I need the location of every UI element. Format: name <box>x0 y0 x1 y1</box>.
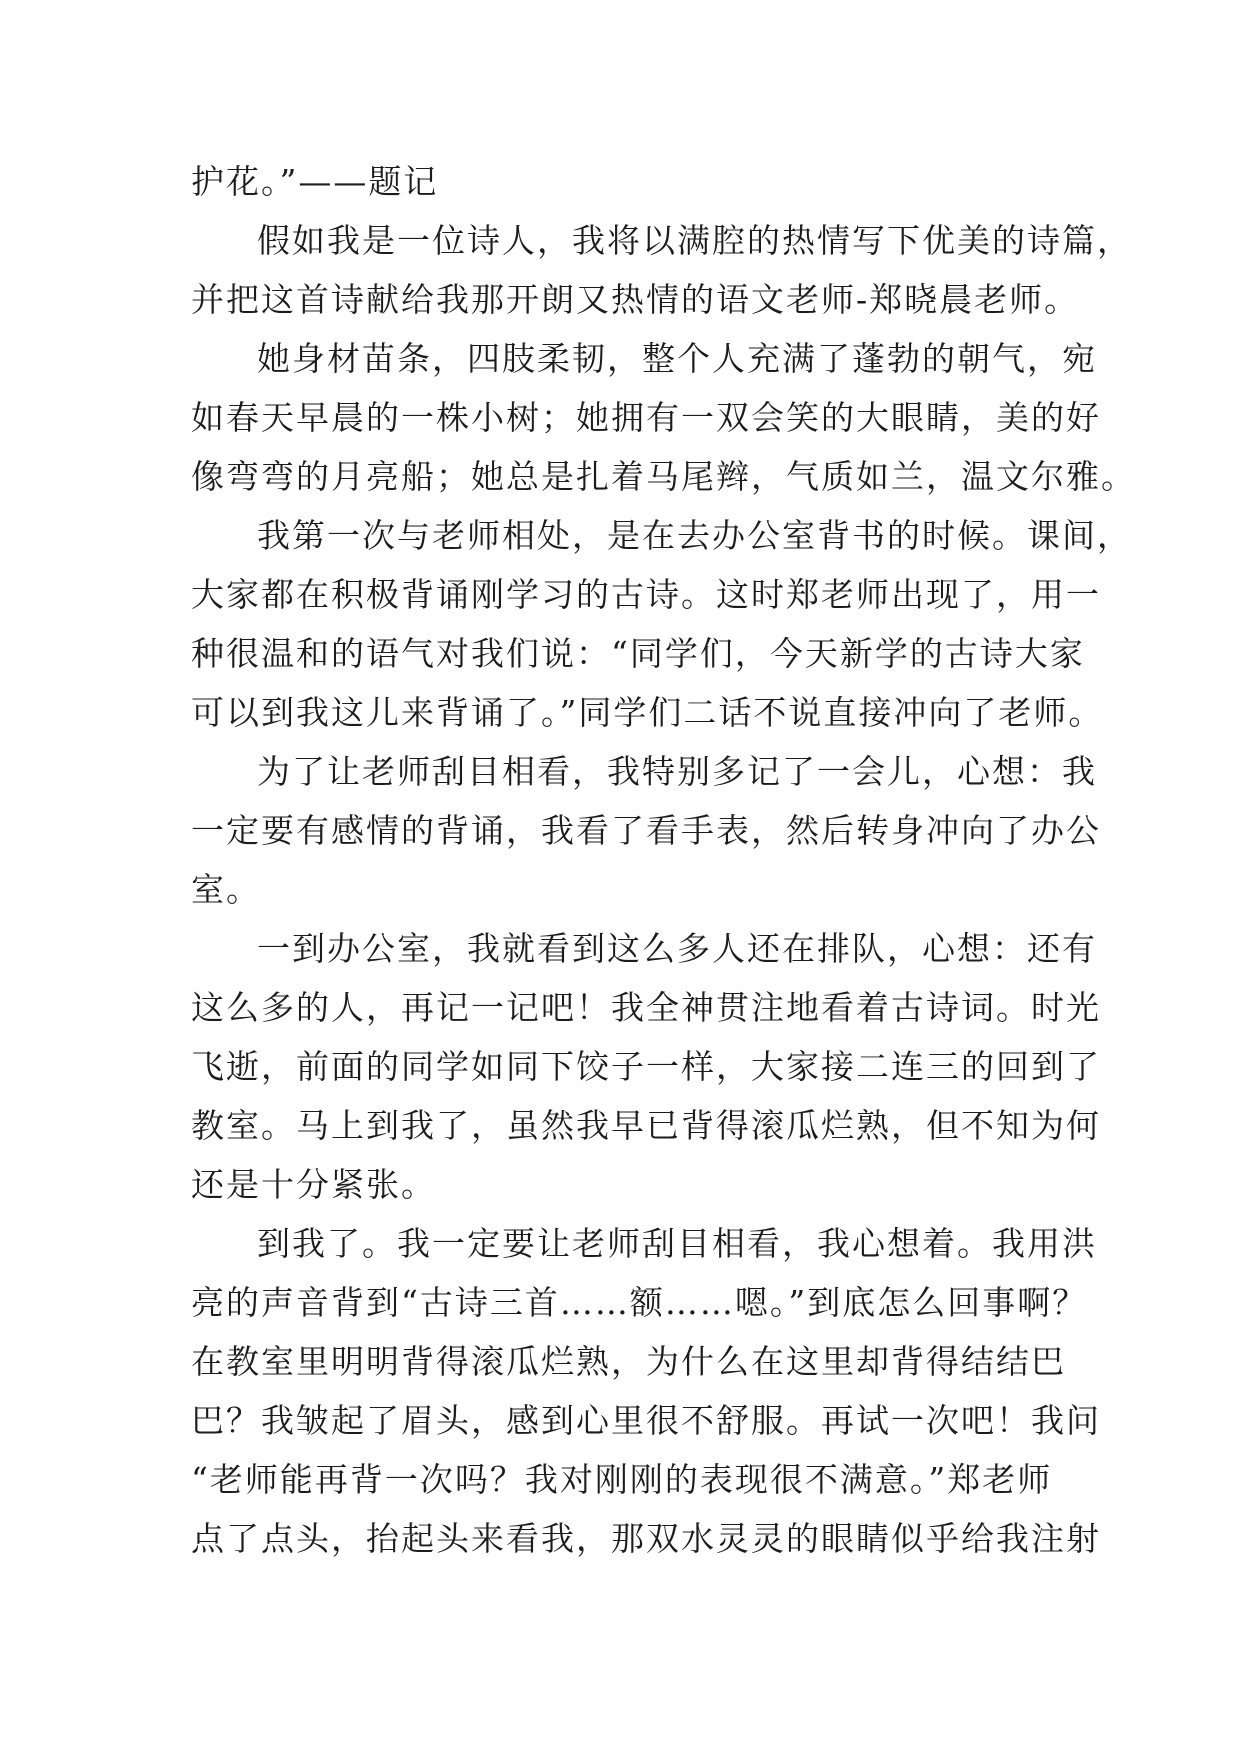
text-line: 还是十分紧张。 <box>191 1165 436 1204</box>
text-line: 像弯弯的月亮船；她总是扎着马尾辫，气质如兰，温文尔雅。 <box>191 457 1136 496</box>
text-line: 护花。”——题记 <box>191 162 439 201</box>
text-line: 亮的声音背到“古诗三首……额……嗯。”到底怎么回事啊？ <box>191 1283 1088 1322</box>
text-line: 并把这首诗献给我那开朗又热情的语文老师-郑晓晨老师。 <box>191 280 1080 319</box>
text-line: 一到办公室，我就看到这么多人还在排队，心想：还有 <box>257 929 1097 968</box>
text-line: 我第一次与老师相处，是在去办公室背书的时候。课间， <box>257 516 1132 555</box>
text-line: “老师能再背一次吗？我对刚刚的表现很不满意。”郑老师 <box>191 1460 1053 1499</box>
text-line: 巴？我皱起了眉头，感到心里很不舒服。再试一次吧！我问 <box>191 1401 1101 1440</box>
text-line: 可以到我这儿来背诵了。”同学们二话不说直接冲向了老师。 <box>191 693 1104 732</box>
text-line: 点了点头，抬起头来看我，那双水灵灵的眼睛似乎给我注射 <box>191 1519 1101 1558</box>
text-line: 大家都在积极背诵刚学习的古诗。这时郑老师出现了，用一 <box>191 575 1101 614</box>
text-line: 飞逝，前面的同学如同下饺子一样，大家接二连三的回到了 <box>191 1047 1101 1086</box>
text-line: 为了让老师刮目相看，我特别多记了一会儿，心想：我 <box>257 752 1097 791</box>
text-line: 室。 <box>191 870 261 909</box>
text-line: 她身材苗条，四肢柔韧，整个人充满了蓬勃的朝气，宛 <box>257 339 1097 378</box>
text-line: 一定要有感情的背诵，我看了看手表，然后转身冲向了办公 <box>191 811 1101 850</box>
text-line: 到我了。我一定要让老师刮目相看，我心想着。我用洪 <box>257 1224 1097 1263</box>
text-line: 种很温和的语气对我们说：“同学们，今天新学的古诗大家 <box>191 634 1085 673</box>
text-line: 假如我是一位诗人，我将以满腔的热情写下优美的诗篇， <box>257 221 1132 260</box>
essay-text <box>191 152 1136 1568</box>
text-line: 如春天早晨的一株小树；她拥有一双会笑的大眼睛，美的好 <box>191 398 1101 437</box>
text-line: 教室。马上到我了，虽然我早已背得滚瓜烂熟，但不知为何 <box>191 1106 1101 1145</box>
text-line: 这么多的人，再记一记吧！我全神贯注地看着古诗词。时光 <box>191 988 1101 1027</box>
text-line: 在教室里明明背得滚瓜烂熟，为什么在这里却背得结结巴 <box>191 1342 1066 1381</box>
